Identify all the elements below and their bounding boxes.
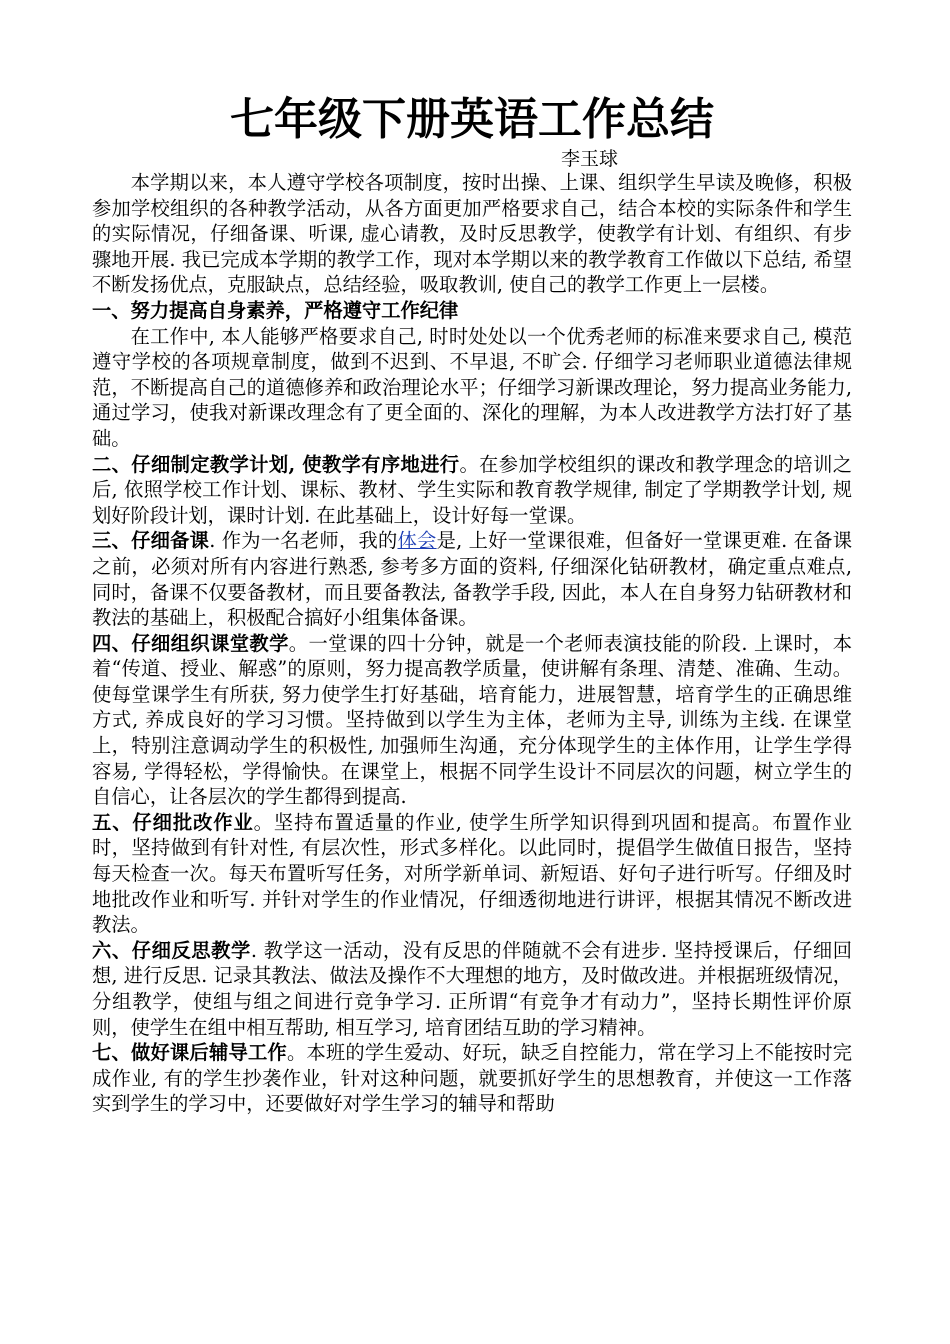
experience-link[interactable]: 体会 [397, 529, 437, 553]
section-3 [92, 528, 852, 630]
section-7 [92, 1040, 852, 1117]
section-body: . 作为一名老师，我的 [209, 529, 398, 553]
section-body: 。坚持布置适量的作业, 使学生所学知识得到巩固和提高。布置作业时，坚持做到有针对性, 有层次性，形式多样化。以此同时，提倡学生做值日报告，坚持每天检查一次。每天布置听写任务，对所学新单词、新短语、好句子进行听写。仔细及时地批改作业和听写. 并针对学生的作业情况，仔细透彻地进行讲评，根据其情况不断改进教法。 [92, 810, 852, 937]
section-5 [92, 810, 852, 938]
section-heading: 六、仔细反思教学 [92, 938, 251, 962]
section-heading: 一、努力提高自身素养，严格遵守工作纪律 [92, 298, 459, 322]
section-body: 是, 上好一堂课很难，但备好一堂课更难. 在备课之前，必须对所有内容进行熟悉, 参考多方面的资料, 仔细深化钻研教材，确定重点难点, 同时，备课不仅要备教材，而且要备教法, 备教学手段, 因此，本人在自身努力钻研教材和教法的基础上，积极配合搞好小组集体备课。 [92, 529, 853, 630]
section-1-body: 在工作中, 本人能够严格要求自己, 时时处处以一个优秀老师的标准来要求自己, 模范遵守学校的各项规章制度，做到不迟到、不早退, 不旷会. 仔细学习老师职业道德法律规范，不断提高自己的道德修养和政治理论水平；仔细学习新课改理论，努力提高业务能力, 通过学习，使我对新课改理念有了更全面的、深化的理解，为本人改进教学方法打好了基础。 [92, 324, 852, 450]
document-title: 七年级下册英语工作总结 [230, 94, 714, 145]
section-heading: 五、仔细批改作业 [92, 810, 254, 834]
intro-paragraph: 本学期以来，本人遵守学校各项制度，按时出操、上课、组织学生早读及晚修，积极参加学校组织的各种教学活动，从各方面更加严格要求自己，结合本校的实际条件和学生的实际情况，仔细备课、听课, 虚心请教，及时反思教学，使教学有计划、有组织、有步骤地开展. 我已完成本学期的教学工作，现对本学期以来的教学教育工作做以下总结, 希望不断发扬优点，克服缺点，总结经验，吸取教训, 使自己的教学工作更上一层楼。 [92, 171, 852, 297]
section-heading: 七、做好课后辅导工作 [92, 1041, 287, 1065]
section-4 [92, 631, 852, 810]
section-1-heading [92, 298, 852, 324]
section-body: 。一堂课的四十分钟，就是一个老师表演技能的阶段. 上课时，本着“传道、授业、解惑”的原则，努力提高教学质量，使讲解有条理、清楚、准确、生动。使每堂课学生有所获, 努力使学生打好基础，培育能力，进展智慧，培育学生的正确思维方式, 养成良好的学习习惯。坚持做到以学生为主体，老师为主导, 训练为主线. 在课堂上，特别注意调动学生的积极性, 加强师生沟通，充分体现学生的主体作用，让学生学得容易, 学得轻松，学得愉快。在课堂上，根据不同学生设计不同层次的问题，树立学生的自信心，让各层次的学生都得到提高. [92, 631, 852, 809]
section-2 [92, 452, 852, 529]
section-heading: 四、仔细组织课堂教学 [92, 631, 289, 655]
section-heading: 二、仔细制定教学计划, 使教学有序地进行 [92, 452, 460, 476]
section-heading: 三、仔细备课 [92, 529, 210, 553]
section-body: . 教学这一活动，没有反思的伴随就不会有进步. 坚持授课后，仔细回想, 进行反思. 记录其教法、做法及操作不大理想的地方，及时做改进。并根据班级情况，分组教学，使组与组之间进行竞争学习. 正所谓“有竞争才有动力”，坚持长期性评价原则，使学生在组中相互帮助, 相互学习, 培育团结互助的学习精神。 [92, 938, 853, 1039]
section-6 [92, 938, 852, 1040]
section-body: 。本班的学生爱动、好玩，缺乏自控能力，常在学习上不能按时完成作业, 有的学生抄袭作业，针对这种问题，就要抓好学生的思想教育，并使这一工作落实到学生的学习中，还要做好对学生学习的辅导和帮助 [92, 1041, 853, 1116]
author-name: 李玉球 [560, 148, 618, 170]
section-body: 。在参加学校组织的课改和教学理念的培训之后, 依照学校工作计划、课标、教材、学生实际和教育教学规律, 制定了学期教学计划, 规划好阶段计划，课时计划. 在此基础上，设计好每一堂课。 [92, 452, 852, 527]
document-page [92, 92, 852, 1117]
